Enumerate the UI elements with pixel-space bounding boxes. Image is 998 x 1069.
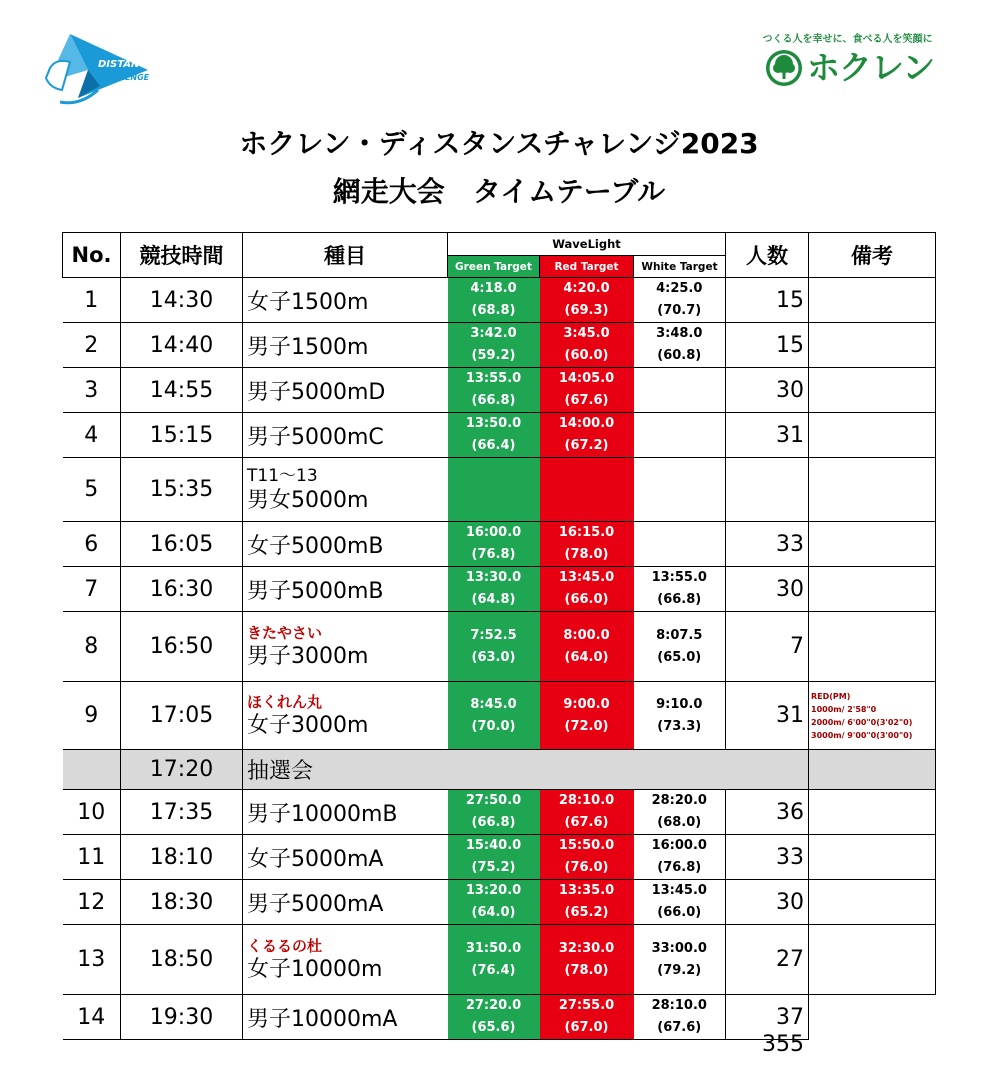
race-time: 15:15 (121, 413, 243, 458)
red-time: 3:45.0 (563, 326, 610, 341)
distance-challenge-logo-graphic (40, 30, 165, 105)
white-target-pace (634, 995, 726, 1040)
green-time: 8:45.0 (470, 696, 517, 712)
table-row (63, 925, 936, 995)
hokuren-tree-icon (765, 49, 803, 87)
white-target-pace (634, 682, 726, 750)
red-target-pace (540, 368, 634, 413)
green-time: 3:42.0 (470, 326, 517, 341)
table-row (63, 612, 936, 682)
green-time: 7:52.5 (470, 627, 517, 643)
entry-count: 30 (726, 368, 809, 413)
header-event: 種目 (243, 233, 448, 278)
table-row (63, 368, 936, 413)
notes-cell (809, 612, 936, 682)
race-event: 男子1500m (243, 323, 448, 368)
green-lap: (64.0) (471, 905, 516, 920)
race-number: 10 (63, 790, 121, 835)
sponsor-name: くるるの杜 (247, 936, 323, 955)
table-row (63, 278, 936, 323)
entry-count: 7 (726, 612, 809, 682)
race-number: 1 (63, 278, 121, 323)
green-target-pace (448, 413, 540, 458)
notes-cell (809, 750, 936, 790)
race-number: 6 (63, 522, 121, 567)
race-time: 18:50 (121, 925, 243, 995)
entry-count: 27 (726, 925, 809, 995)
green-time: 27:20.0 (465, 998, 522, 1013)
red-lap: (65.2) (564, 905, 609, 920)
race-number: 8 (63, 612, 121, 682)
green-target-pace (448, 790, 540, 835)
red-time: 14:00.0 (558, 416, 615, 431)
subtitle-venue: 網走大会 (332, 175, 445, 208)
red-lap: (67.6) (564, 393, 609, 408)
white-lap: (67.6) (657, 1020, 702, 1035)
green-lap: (76.4) (471, 962, 516, 978)
note-line: 1000m/ 2'58"0 (811, 704, 877, 714)
white-target-pace (634, 368, 726, 413)
red-target-pace (540, 612, 634, 682)
subtitle-timetable: タイムテーブル (472, 175, 666, 208)
white-lap: (76.8) (657, 860, 702, 875)
logo-word-distance: DISTANCE (98, 59, 154, 70)
note-line: 3000m/ 9'00"0(3'00"0) (811, 730, 913, 740)
notes-cell (809, 413, 936, 458)
red-lap: (76.0) (564, 860, 609, 875)
white-lap: (68.0) (657, 815, 702, 830)
white-time: 9:10.0 (656, 696, 703, 712)
race-number (63, 750, 121, 790)
notes-cell (809, 880, 936, 925)
race-number: 9 (63, 682, 121, 750)
race-event: 女子5000mB (243, 522, 448, 567)
white-target-pace (634, 323, 726, 368)
red-lap: (64.0) (564, 649, 609, 665)
race-number: 4 (63, 413, 121, 458)
distance-challenge-logo (40, 30, 165, 105)
header-no: No. (63, 233, 121, 278)
race-event-name: 女子10000m (247, 956, 383, 982)
entry-count (726, 458, 809, 522)
red-target-pace (540, 790, 634, 835)
race-event (243, 682, 448, 750)
white-time: 28:20.0 (651, 793, 707, 808)
hokuren-logo (765, 48, 934, 88)
red-time: 8:00.0 (563, 627, 610, 643)
race-event: 男子10000mA (243, 995, 448, 1040)
red-lap: (67.0) (564, 1020, 609, 1035)
timetable (62, 232, 936, 1040)
race-event (243, 612, 448, 682)
table-row (63, 790, 936, 835)
header-white-target: White Target (634, 256, 726, 278)
race-event: 男子5000mB (243, 567, 448, 612)
green-target-pace (448, 925, 540, 995)
race-time: 18:30 (121, 880, 243, 925)
white-time: 4:25.0 (656, 281, 703, 296)
notes-cell (809, 458, 936, 522)
entry-count: 30 (726, 567, 809, 612)
red-target-pace (540, 835, 634, 880)
red-target-pace (540, 682, 634, 750)
green-target-pace (448, 278, 540, 323)
notes-cell (809, 522, 936, 567)
table-row (63, 880, 936, 925)
green-lap: (66.8) (471, 815, 516, 830)
red-time: 9:00.0 (563, 696, 610, 712)
hokuren-tagline: つくる人を幸せに、食べる人を笑顔に (762, 34, 933, 45)
race-number: 11 (63, 835, 121, 880)
green-time: 15:40.0 (465, 838, 522, 853)
green-time: 16:00.0 (465, 525, 522, 540)
red-target-pace (540, 413, 634, 458)
race-time: 17:35 (121, 790, 243, 835)
note-line: 2000m/ 6'00"0(3'02"0) (811, 717, 913, 727)
race-time: 16:30 (121, 567, 243, 612)
header-notes: 備考 (809, 233, 936, 278)
green-lap: (59.2) (471, 348, 516, 363)
race-class: T11～13 (247, 465, 318, 486)
white-time: 33:00.0 (651, 940, 707, 956)
notes-cell (809, 368, 936, 413)
race-number: 14 (63, 995, 121, 1040)
white-target-pace (634, 612, 726, 682)
red-lap: (69.3) (564, 303, 609, 318)
white-time: 13:45.0 (651, 883, 707, 898)
note-line: RED(PM) (811, 691, 851, 701)
race-event: 男子10000mB (243, 790, 448, 835)
total-entries: 355 (762, 1032, 804, 1057)
race-number: 13 (63, 925, 121, 995)
notes-cell (809, 790, 936, 835)
race-event: 男子5000mA (243, 880, 448, 925)
red-target-pace (540, 925, 634, 995)
green-lap: (70.0) (471, 718, 516, 734)
green-lap: (63.0) (471, 649, 516, 665)
red-time: 15:50.0 (558, 838, 615, 853)
white-lap: (79.2) (657, 962, 702, 978)
red-target-pace (540, 278, 634, 323)
race-event-name: 男子3000m (247, 643, 369, 669)
notes-cell (809, 995, 936, 1040)
red-target-pace (540, 995, 634, 1040)
notes-cell (809, 567, 936, 612)
race-event: 女子1500m (243, 278, 448, 323)
green-target-pace (448, 522, 540, 567)
entry-count: 15 (726, 278, 809, 323)
red-target-pace (540, 522, 634, 567)
entry-count: 15 (726, 323, 809, 368)
green-lap: (66.4) (471, 438, 516, 453)
green-target-pace (448, 323, 540, 368)
page-subtitle (0, 170, 998, 210)
white-lap: (65.0) (657, 649, 702, 665)
page-title: ホクレン・ディスタンスチャレンジ2023 (239, 127, 759, 160)
green-target-pace (448, 612, 540, 682)
white-target-pace (634, 413, 726, 458)
race-time: 14:55 (121, 368, 243, 413)
race-time: 16:50 (121, 612, 243, 682)
race-number: 3 (63, 368, 121, 413)
race-number: 5 (63, 458, 121, 522)
white-target-pace (634, 925, 726, 995)
header-row (63, 233, 936, 256)
red-time: 13:35.0 (558, 883, 615, 898)
notes-cell (809, 682, 936, 750)
red-time: 16:15.0 (558, 525, 615, 540)
header-red-target: Red Target (540, 256, 634, 278)
race-event-name: 男女5000m (247, 487, 369, 513)
race-event: 男子5000mC (243, 413, 448, 458)
white-time: 13:55.0 (651, 570, 707, 585)
header-time: 競技時間 (121, 233, 243, 278)
white-lap: (66.0) (657, 905, 702, 920)
table-row (63, 682, 936, 750)
red-lap: (67.2) (564, 438, 609, 453)
red-target-pace (540, 880, 634, 925)
green-target-pace (448, 567, 540, 612)
table-row (63, 835, 936, 880)
green-time: 13:30.0 (465, 570, 522, 585)
red-time: 32:30.0 (558, 940, 615, 956)
green-time: 27:50.0 (465, 793, 522, 808)
green-time: 31:50.0 (465, 940, 522, 956)
green-target-pace (448, 995, 540, 1040)
green-time: 4:18.0 (470, 281, 517, 296)
white-time: 3:48.0 (656, 326, 703, 341)
red-lap: (66.0) (564, 592, 609, 607)
header-wavelight: WaveLight (448, 233, 726, 256)
lottery-row (63, 750, 936, 790)
race-time: 14:40 (121, 323, 243, 368)
white-target-pace (634, 522, 726, 567)
white-time: 28:10.0 (651, 998, 707, 1013)
table-row (63, 567, 936, 612)
race-number: 2 (63, 323, 121, 368)
green-lap: (64.8) (471, 592, 516, 607)
white-target-pace (634, 458, 726, 522)
white-target-pace (634, 790, 726, 835)
entry-count: 33 (726, 522, 809, 567)
green-target-pace (448, 682, 540, 750)
notes-cell (809, 278, 936, 323)
race-event-name: 女子3000m (247, 712, 369, 738)
white-lap: (73.3) (657, 718, 702, 734)
red-lap: (72.0) (564, 718, 609, 734)
race-time: 15:35 (121, 458, 243, 522)
white-lap: (70.7) (657, 303, 702, 318)
red-lap: (78.0) (564, 547, 609, 562)
white-target-pace (634, 880, 726, 925)
red-time: 4:20.0 (563, 281, 610, 296)
red-time: 14:05.0 (558, 371, 615, 386)
race-event: 女子5000mA (243, 835, 448, 880)
white-target-pace (634, 835, 726, 880)
hokuren-name: ホクレン (807, 48, 935, 87)
race-time: 14:30 (121, 278, 243, 323)
race-event: 男子5000mD (243, 368, 448, 413)
race-number: 7 (63, 567, 121, 612)
green-lap: (66.8) (471, 393, 516, 408)
race-event: 抽選会 (243, 750, 809, 790)
race-time: 18:10 (121, 835, 243, 880)
green-target-pace (448, 368, 540, 413)
race-event (243, 925, 448, 995)
notes-cell (809, 835, 936, 880)
entry-count: 33 (726, 835, 809, 880)
race-time: 17:05 (121, 682, 243, 750)
red-target-pace (540, 567, 634, 612)
entry-count: 31 (726, 413, 809, 458)
sponsor-name: ほくれん丸 (247, 692, 323, 711)
green-lap: (65.6) (471, 1020, 516, 1035)
green-target-pace (448, 835, 540, 880)
red-target-pace (540, 323, 634, 368)
green-time: 13:55.0 (465, 371, 522, 386)
race-time: 17:20 (121, 750, 243, 790)
header-count: 人数 (726, 233, 809, 278)
red-lap: (60.0) (564, 348, 609, 363)
table-row (63, 323, 936, 368)
green-lap: (68.8) (471, 303, 516, 318)
white-target-pace (634, 278, 726, 323)
white-lap: (66.8) (657, 592, 702, 607)
red-time: 13:45.0 (558, 570, 615, 585)
red-target-pace (540, 458, 634, 522)
red-time: 28:10.0 (558, 793, 615, 808)
red-time: 27:55.0 (558, 998, 615, 1013)
entry-count: 30 (726, 880, 809, 925)
table-row (63, 458, 936, 522)
red-lap: (78.0) (564, 962, 609, 978)
white-time: 16:00.0 (651, 838, 707, 853)
logo-word-challenge: CHALLENGE (96, 73, 150, 82)
race-time: 16:05 (121, 522, 243, 567)
entry-count: 31 (726, 682, 809, 750)
notes-cell (809, 323, 936, 368)
green-time: 13:20.0 (465, 883, 522, 898)
race-number: 12 (63, 880, 121, 925)
white-target-pace (634, 567, 726, 612)
sponsor-name: きたやさい (247, 623, 323, 642)
table-row (63, 995, 936, 1040)
table-row (63, 413, 936, 458)
green-target-pace (448, 880, 540, 925)
table-row (63, 522, 936, 567)
green-lap: (76.8) (471, 547, 516, 562)
green-time: 13:50.0 (465, 416, 522, 431)
race-event (243, 458, 448, 522)
red-lap: (67.6) (564, 815, 609, 830)
race-time: 19:30 (121, 995, 243, 1040)
entry-count: 37 (726, 995, 809, 1040)
header-green-target: Green Target (448, 256, 540, 278)
notes-cell (809, 925, 936, 995)
white-time: 8:07.5 (656, 627, 703, 643)
green-lap: (75.2) (471, 860, 516, 875)
entry-count: 36 (726, 790, 809, 835)
white-lap: (60.8) (657, 348, 702, 363)
green-target-pace (448, 458, 540, 522)
